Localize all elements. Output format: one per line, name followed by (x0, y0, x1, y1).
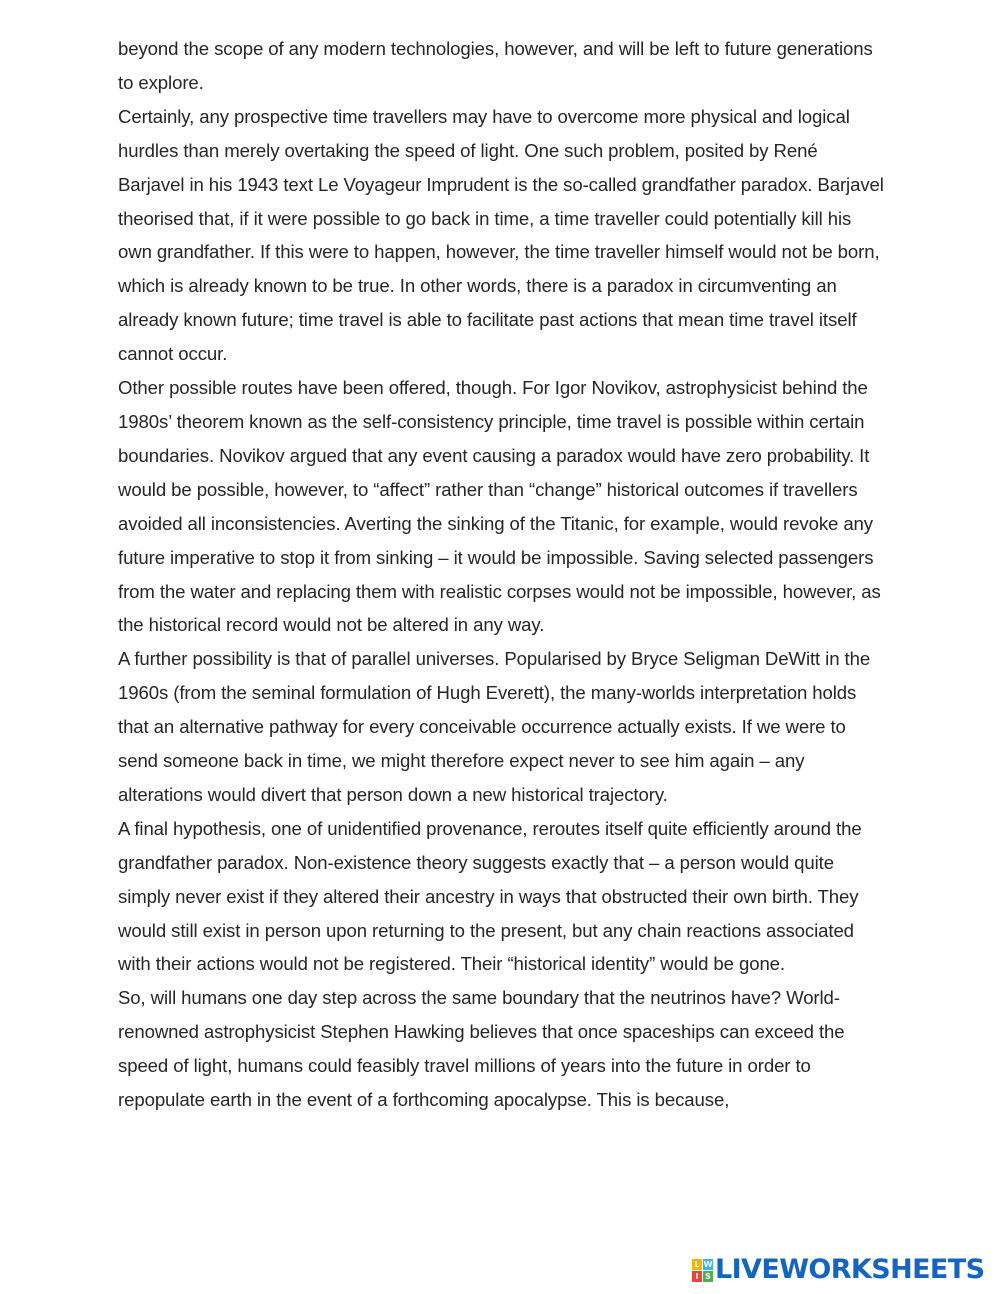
liveworksheets-logo-icon: L W I S (692, 1259, 712, 1281)
paragraph-3: Other possible routes have been offered, though. For Igor Novikov, astrophysicist behind the 1980s’ theorem known as the self-consistency principle, time travel is possible within certain boundaries. Novikov argued that any event causing a paradox would have zero probability. It would be possible, however, to “affect” rather than “change” historical outcomes if travellers avoided all inconsistencies. Averting the sinking of the Titanic, for example, would revoke any future imperative to stop it from sinking – it would be impossible. Saving selected passengers from the water and replacing them with realistic corpses would not be impossible, however, as the historical record would not be altered in any way. (118, 377, 881, 636)
paragraph-5: A final hypothesis, one of unidentified provenance, reroutes itself quite efficiently around the grandfather paradox. Non-existence theory suggests exactly that – a person would quite simply never exist if they altered their ancestry in ways that obstructed their own birth. They would still exist in person upon returning to the present, but any chain reactions associated with their actions would not be registered. Their “historical identity” would be gone. (118, 817, 862, 975)
paragraph-2: Certainly, any prospective time travellers may have to overcome more physical and logical hurdles than merely overtaking the speed of light. One such problem, posited by René Barjavel in his 1943 text Le Voyageur Imprudent is the so-called grandfather paradox. Barjavel theorised that, if it were possible to go back in time, a time traveller could potentially kill his own grandfather. If this were to happen, however, the time traveller himself would not be born, which is already known to be true. In other words, there is a paradox in circumventing an already known future; time travel is able to facilitate past actions that mean time travel itself cannot occur. (118, 105, 884, 365)
liveworksheets-logo (692, 1255, 984, 1285)
logo-wordmark: LIVEWORKSHEETS (715, 1254, 985, 1285)
document-body (118, 32, 888, 1117)
paragraph-4: A further possibility is that of parallel universes. Popularised by Bryce Seligman DeWitt in the 1960s (from the seminal formulation of Hugh Everett), the many-worlds interpretation holds that an alternative pathway for every conceivable occurrence actually exists. If we were to send someone back in time, we might therefore expect never to see him again – any alterations would divert that person down a new historical trajectory. (118, 648, 871, 805)
paragraph-6: So, will humans one day step across the same boundary that the neutrinos have? World-renowned astrophysicist Stephen Hawking believes that once spaceships can exceed the speed of light, humans could feasibly travel millions of years into the future in order to repopulate earth in the event of a forthcoming apocalypse. This is because, (118, 987, 845, 1111)
paragraph-1: beyond the scope of any modern technologies, however, and will be left to future generations to explore. (118, 38, 873, 93)
